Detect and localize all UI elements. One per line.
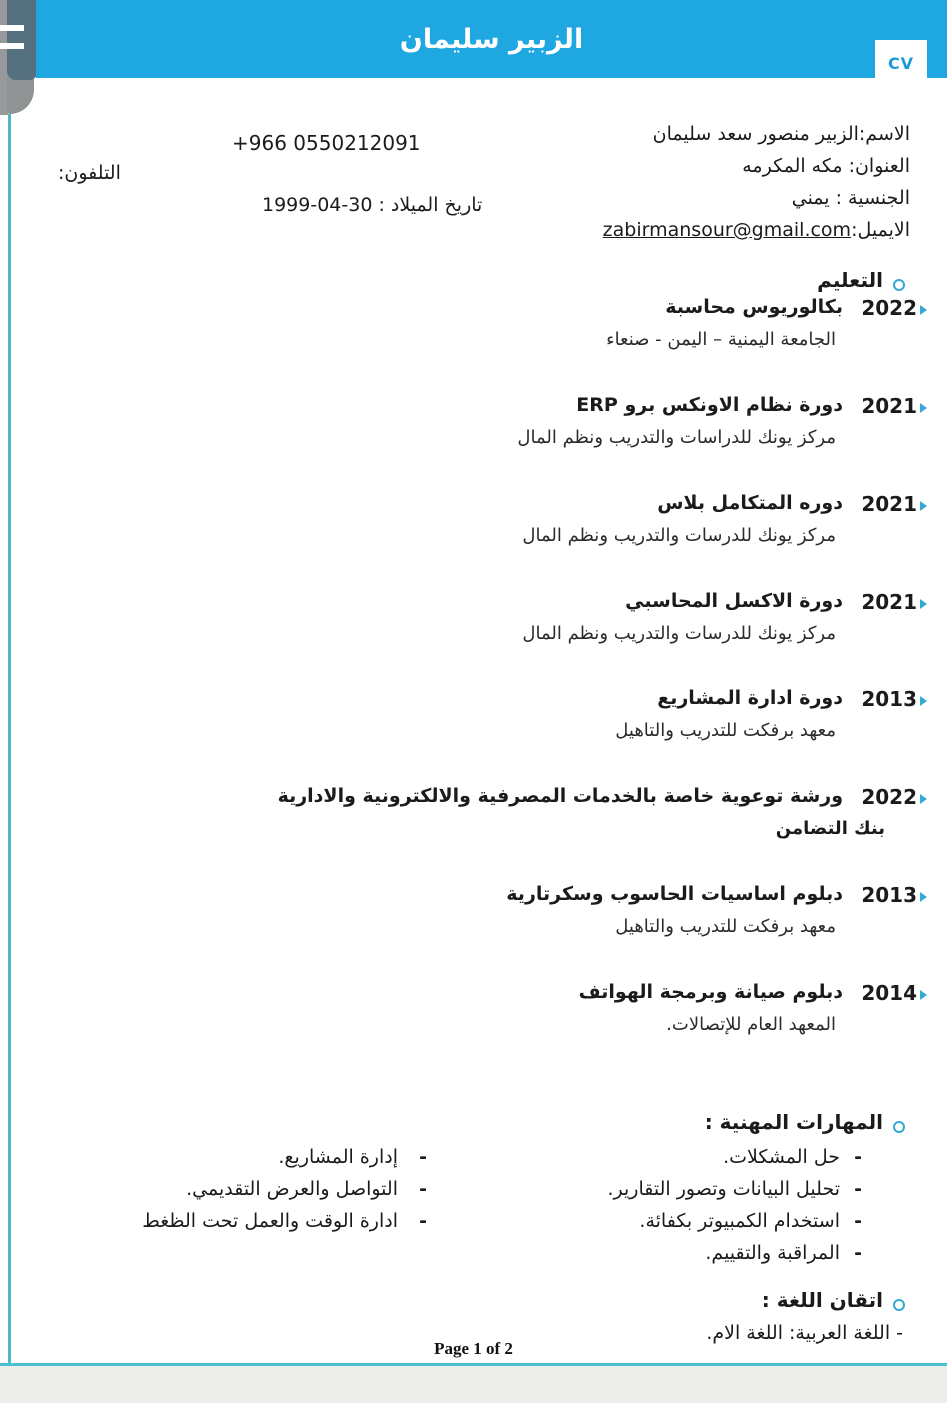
education-title: دوره المتكامل بلاس (657, 492, 843, 514)
triangle-bullet-icon (920, 501, 927, 511)
education-institution: مركز يونك للدرسات والتدريب ونظم المال (522, 525, 836, 546)
language-section-header: اتقان اللغة : (761, 1288, 883, 1312)
header-bar (36, 0, 947, 78)
triangle-bullet-icon (920, 794, 927, 804)
contact-email-row (603, 219, 910, 241)
dash-bullet: - (854, 1146, 862, 1168)
next-page-gap (0, 1366, 947, 1403)
cv-badge-label: CV (887, 53, 915, 73)
education-institution: بنك التضامن (775, 818, 885, 839)
language-item: - اللغة العربية: اللغة الام. (706, 1322, 903, 1344)
education-year: 2013 (861, 687, 917, 711)
education-institution: المعهد العام للإتصالات. (666, 1014, 836, 1035)
page-number: Page 1 of 2 (434, 1339, 513, 1358)
education-title: دورة الاكسل المحاسبي (625, 590, 843, 612)
triangle-bullet-icon (920, 696, 927, 706)
education-institution: معهد برفكت للتدريب والتاهيل (615, 916, 836, 937)
education-entry (0, 883, 947, 953)
education-year: 2021 (861, 492, 917, 516)
education-title: ورشة توعوية خاصة بالخدمات المصرفية والالكترونية والادارية (277, 785, 843, 807)
education-entry (0, 394, 947, 464)
triangle-bullet-icon (920, 892, 927, 902)
education-entry (0, 492, 947, 562)
contact-address: العنوان: مكه المكرمه (742, 155, 910, 177)
birth-date-row (262, 194, 482, 216)
education-institution: معهد برفكت للتدريب والتاهيل (615, 720, 836, 741)
hamburger-menu-icon[interactable] (7, 0, 38, 80)
education-year: 2022 (861, 296, 917, 320)
triangle-bullet-icon (920, 599, 927, 609)
dash-bullet: - (854, 1178, 862, 1200)
education-year: 2021 (861, 590, 917, 614)
cv-badge (875, 40, 927, 86)
dash-bullet: - (854, 1242, 862, 1264)
birth-date: 1999-04-30 (262, 194, 373, 216)
education-entry (0, 981, 947, 1051)
contact-name: الاسم:الزبير منصور سعد سليمان (652, 123, 910, 145)
skills-section-header: المهارات المهنية : (704, 1110, 883, 1134)
education-section-header: التعليم (817, 268, 883, 292)
contact-nationality: الجنسية : يمني (791, 187, 910, 209)
dash-bullet: - (419, 1210, 427, 1232)
email-label: الايميل: (851, 219, 910, 241)
birth-label: تاريخ الميلاد : (378, 194, 483, 216)
skill-item: إدارة المشاريع. (278, 1146, 398, 1168)
menu-line-icon (0, 43, 24, 49)
phone-label: التلفون: (58, 162, 121, 184)
skill-item: ادارة الوقت والعمل تحت الظغط (142, 1210, 398, 1232)
triangle-bullet-icon (920, 305, 927, 315)
education-institution: مركز يونك للدرسات والتدريب ونظم المال (522, 623, 836, 644)
skill-item: حل المشكلات. (723, 1146, 840, 1168)
skill-item: التواصل والعرض التقديمي. (186, 1178, 398, 1200)
skills-bullet-icon (893, 1121, 905, 1133)
education-year: 2013 (861, 883, 917, 907)
education-entry (0, 590, 947, 660)
education-institution: مركز يونك للدراسات والتدريب ونظم المال (517, 427, 836, 448)
education-title: دورة ادارة المشاريع (657, 687, 843, 709)
education-institution: الجامعة اليمنية – اليمن - صنعاء (606, 329, 836, 350)
dash-bullet: - (419, 1146, 427, 1168)
education-year: 2014 (861, 981, 917, 1005)
education-year: 2021 (861, 394, 917, 418)
education-bullet-icon (893, 279, 905, 291)
dash-bullet: - (419, 1178, 427, 1200)
triangle-bullet-icon (920, 990, 927, 1000)
education-year: 2022 (861, 785, 917, 809)
email-link[interactable]: zabirmansour@gmail.com (602, 219, 852, 241)
page-title: الزبير سليمان (399, 23, 584, 55)
skill-item: استخدام الكمبيوتر بكفائة. (639, 1210, 840, 1232)
education-title: بكالوريوس محاسبة (665, 296, 843, 318)
education-title: دبلوم صيانة وبرمجة الهواتف (578, 981, 843, 1003)
education-entry (0, 687, 947, 757)
menu-line-icon (0, 25, 24, 31)
education-title: دبلوم اساسيات الحاسوب وسكرتارية (506, 883, 843, 905)
language-bullet-icon (893, 1299, 905, 1311)
dash-bullet: - (854, 1210, 862, 1232)
triangle-bullet-icon (920, 403, 927, 413)
education-entry (0, 296, 947, 366)
education-entry (0, 785, 947, 855)
skill-item: المراقبة والتقييم. (705, 1242, 840, 1264)
education-title: دورة نظام الاونكس برو ERP (576, 394, 843, 416)
phone-number: +966 0550212091 (232, 131, 421, 155)
skill-item: تحليل البيانات وتصور التقارير. (607, 1178, 840, 1200)
